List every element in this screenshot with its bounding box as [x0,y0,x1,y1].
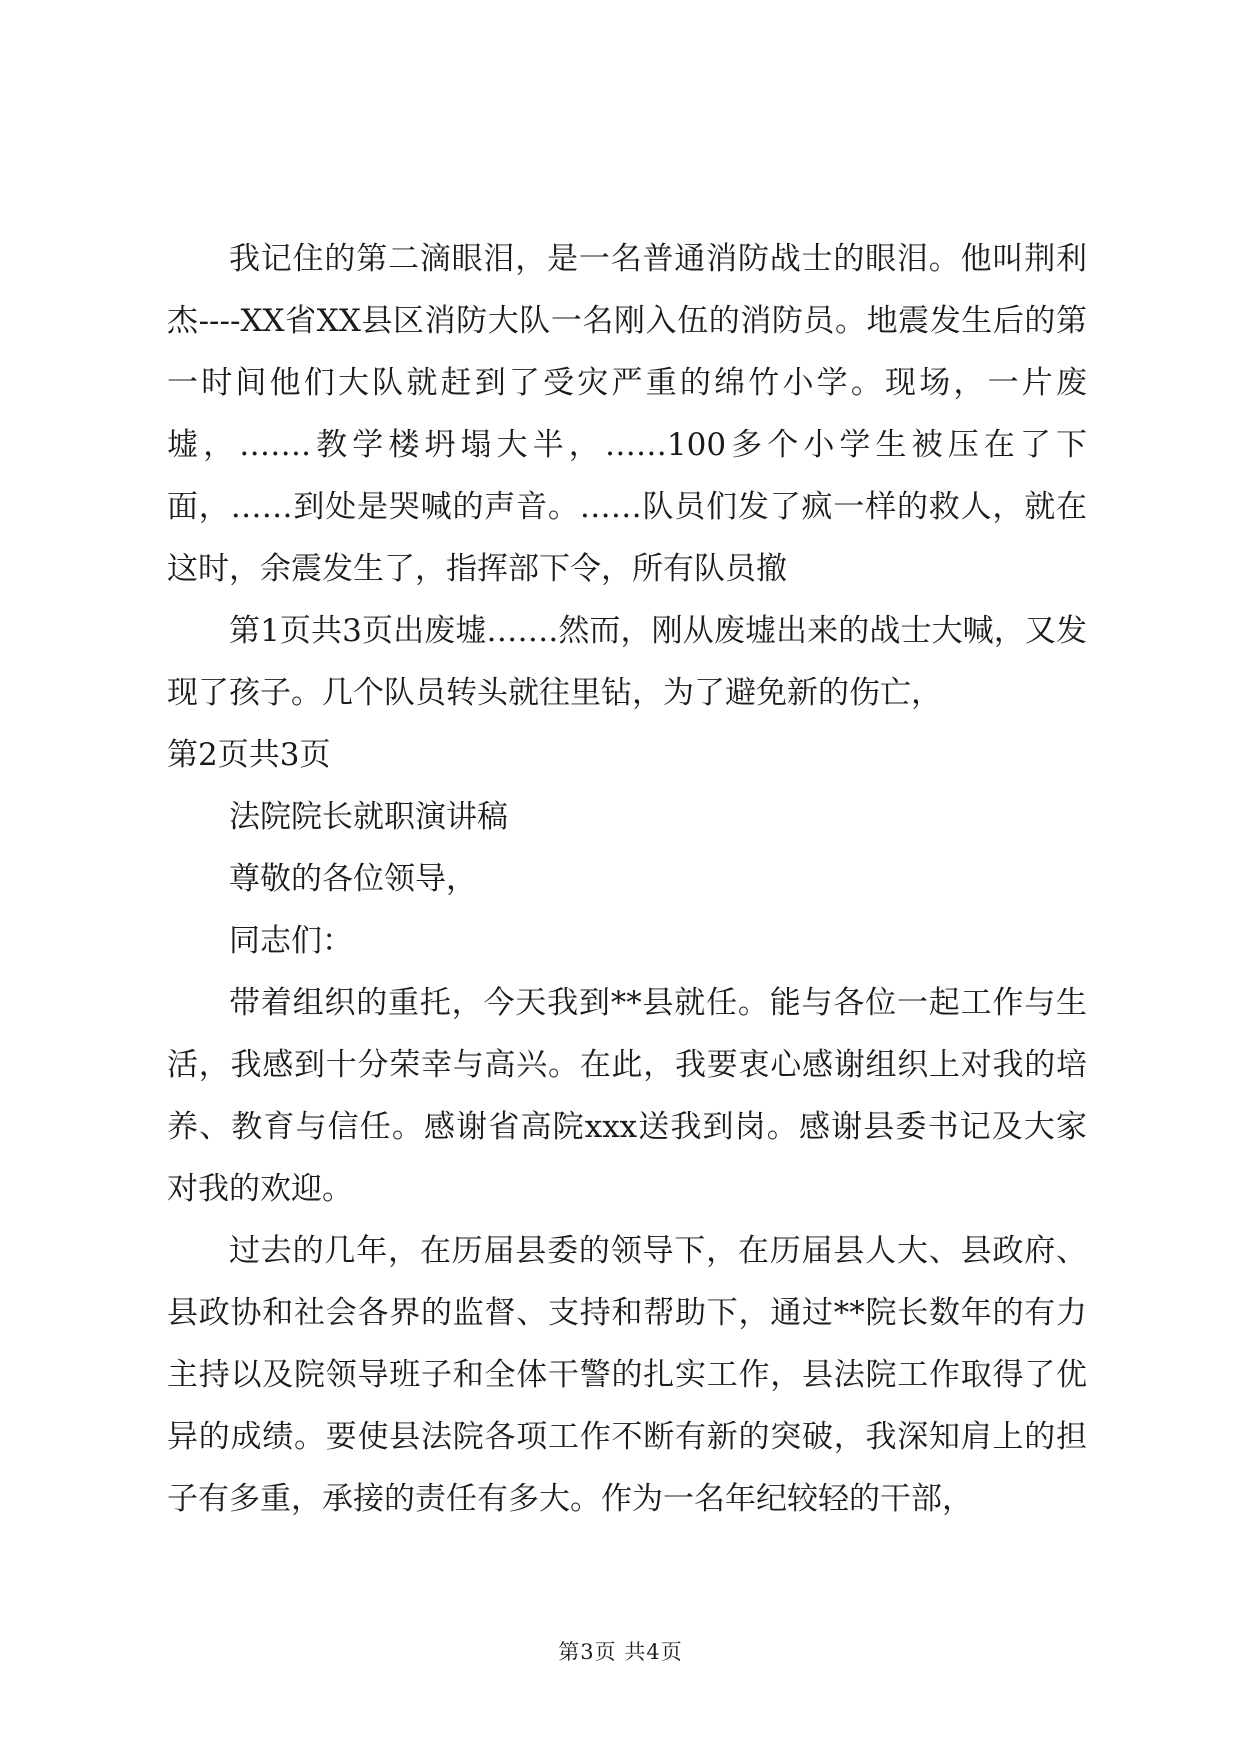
paragraph-past-years: 过去的几年，在历届县委的领导下，在历届县人大、县政府、县政协和社会各界的监督、支持和帮助下，通过**院长数年的有力主持以及院领导班子和全体干警的扎实工作，县法院工作取得了优异的成绩。要使县法院各项工作不断有新的突破，我深知肩上的担子有多重，承接的责任有多大。作为一名年纪较轻的干部， [167,1233,1087,1517]
paragraph-page-fragment: 第1页共3页出废墟…….然而，刚从废墟出来的战士大喊，又发现了孩子。几个队员转头就往里钻，为了避免新的伤亡， [167,613,1087,711]
paragraph-gratitude: 带着组织的重托，今天我到**县就任。能与各位一起工作与生活，我感到十分荣幸与高兴。在此，我要衷心感谢组织上对我的培养、教育与信任。感谢省高院xxx送我到岗。感谢县委书记及大家对我的欢迎。 [167,985,1087,1207]
salutation-comrades: 同志们： [229,923,353,959]
paragraph-firefighter-story: 我记住的第二滴眼泪，是一名普通消防战士的眼泪。他叫荆利杰----XX省XX县区消防大队一名刚入伍的消防员。地震发生后的第一时间他们大队就赶到了受灾严重的绵竹小学。现场，一片废墟，…….教学楼坍塌大半，……100多个小学生被压在了下面，……到处是哭喊的声音。……队员们发了疯一样的救人，就在这时，余震发生了，指挥部下令，所有队员撤 [167,241,1087,587]
salutation-leaders: 尊敬的各位领导， [229,861,477,897]
page-footer: 第3页 共4页 [558,1640,683,1664]
speech-title: 法院院长就职演讲稿 [229,799,508,835]
document-body [167,228,1087,1530]
page-marker: 第2页共3页 [167,737,331,773]
